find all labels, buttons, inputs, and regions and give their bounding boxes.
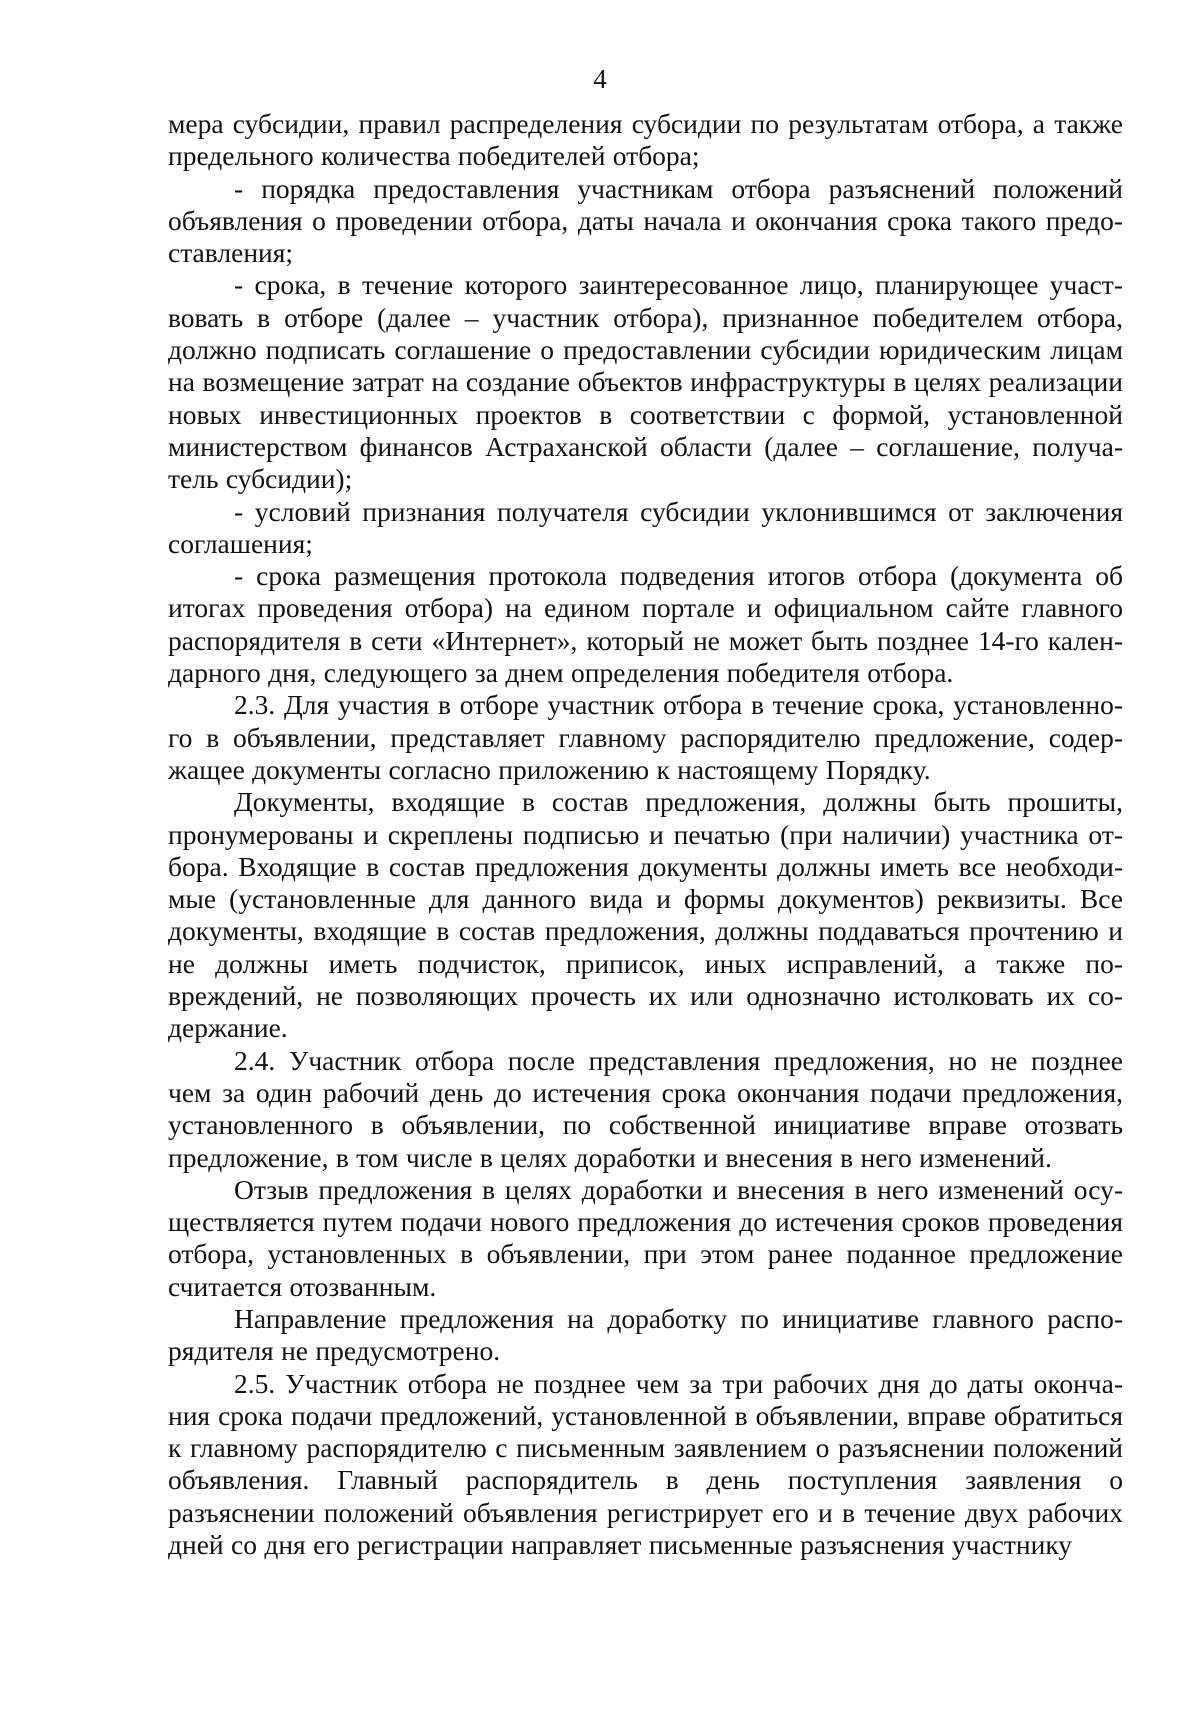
paragraph-protocol-placement: - срока размещения протокола подведения итогов отбора (документа об итогах проведения отбора) на едином портале и официальном сайте главного распорядителя в сети «Интернет», который не может быть позднее 14-го календарного дня, следующего за днем определения победителя отбора. <box>168 560 1123 689</box>
page-number: 4 <box>593 64 607 94</box>
paragraph-section-2-3: 2.3. Для участия в отборе участник отбора в течение срока, установленного в объявлении, представляет главному распорядителю предложение, содержащее документы согласно приложению к настоящему Порядку. <box>168 689 1123 785</box>
paragraph-evasion-conditions: - условий признания получателя субсидии уклонившимся от заключения соглашения; <box>168 495 1123 559</box>
paragraph-withdrawal: Отзыв предложения в целях доработки и внесения в него изменений осуществляется путем подачи нового предложения до истечения сроков проведения отбора, установленных в объявлении, при этом ранее поданное предложение считается отозванным. <box>168 1173 1123 1302</box>
paragraph-clarification-procedure: - порядка предоставления участникам отбора разъяснений положений объявления о проведении отбора, даты начала и окончания срока такого предоставления; <box>168 172 1123 269</box>
paragraph-continuation: мера субсидии, правил распределения субсидии по результатам отбора, а также предельного количества победителей отбора; <box>168 108 1123 172</box>
paragraph-section-2-5: 2.5. Участник отбора не позднее чем за три рабочих дня до даты окончания срока подачи предложений, установленной в объявлении, вправе обратиться к главному распорядителю с письменным заявлением о разъяснении положений объявления. Главный распорядитель в день поступления заявления о разъяснении положений объявления регистрирует его и в течение двух рабочих дней со дня его регистрации направляет письменные разъяснения участнику <box>168 1367 1123 1561</box>
paragraph-section-2-4: 2.4. Участник отбора после представления предложения, но не позднее чем за один рабочий день до истечения срока окончания подачи предложения, установленного в объявлении, по собственной инициативе вправе отозвать предложение, в том числе в целях доработки и внесения в него изменений. <box>168 1044 1123 1173</box>
document-body <box>168 108 1123 1561</box>
paragraph-agreement-term: - срока, в течение которого заинтересованное лицо, планирующее участвовать в отборе (далее – участник отбора), признанное победителем отбора, должно подписать соглашение о предоставлении субсидии юридическим лицам на возмещение затрат на создание объектов инфраструктуры в целях реализации новых инвестиционных проектов в соответствии с формой, установленной министерством финансов Астраханской области (далее – соглашение, получатель субсидии); <box>168 269 1123 495</box>
paragraph-documents-requirements: Документы, входящие в состав предложения, должны быть прошиты, пронумерованы и скреплены подписью и печатью (при наличии) участника отбора. Входящие в состав предложения документы должны иметь все необходимые (установленные для данного вида и формы документов) реквизиты. Все документы, входящие в состав предложения, должны поддаваться прочтению и не должны иметь подчисток, приписок, иных исправлений, а также повреждений, не позволяющих прочесть их или однозначно истолковать их содержание. <box>168 786 1123 1044</box>
paragraph-revision-not-provided: Направление предложения на доработку по инициативе главного распорядителя не предусмотрено. <box>168 1302 1123 1367</box>
